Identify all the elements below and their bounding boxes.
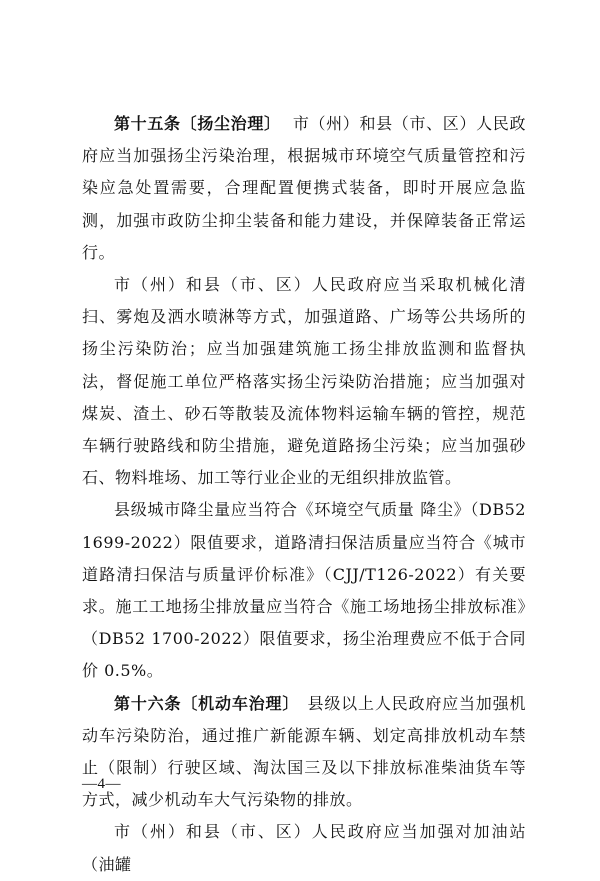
paragraph-text: 县级城市降尘量应当符合《环境空气质量 降尘》（DB52 1699-2022）限值要求，道路清扫保洁质量应当符合《城市道路清扫保洁与质量评价标准》（CJJ/T126-2022）有关要求。施工工地扬尘排放量应当符合《施工场地扬尘排放标准》（DB52 1700-2022）限值要求，扬尘治理费应不低于合同价 0.5%。: [82, 500, 526, 681]
paragraph-text: 市（州）和县（市、区）人民政府应当加强扬尘污染治理，根据城市环境空气质量管控和污染应急处置需要，合理配置便携式装备，即时开展应急监测，加强市政防尘抑尘装备和能力建设，并保障装备正常运行。: [82, 114, 526, 262]
paragraph: [82, 494, 526, 687]
title-close-bracket: 〕: [282, 693, 300, 713]
title-open-bracket: 〔: [180, 114, 198, 133]
page-number: —4—: [82, 776, 121, 792]
article-title: 机动车治理: [198, 693, 283, 713]
article-number: 第十五条: [114, 114, 181, 133]
article-title: 扬尘治理: [197, 114, 264, 133]
paragraph-text: 县级以上人民政府应当加强机动车污染防治，通过推广新能源车辆、划定高排放机动车禁止（限制）行驶区域、淘汰国三及以下排放标准柴油货车等方式，减少机动车大气污染物的排放。: [82, 693, 526, 810]
paragraph: [82, 816, 526, 880]
paragraph-article-15: [82, 108, 526, 269]
title-open-bracket: 〔: [181, 693, 199, 713]
body-text: [82, 108, 526, 881]
paragraph-text: 市（州）和县（市、区）人民政府应当加强对加油站（油罐: [82, 822, 526, 874]
paragraph-article-16: [82, 688, 526, 817]
article-number: 第十六条: [114, 693, 182, 713]
paragraph: [82, 269, 526, 494]
title-close-bracket: 〕: [263, 114, 281, 133]
paragraph-text: 市（州）和县（市、区）人民政府应当采取机械化清扫、雾炮及洒水喷淋等方式，加强道路、广场等公共场所的扬尘污染防治；应当加强建筑施工扬尘排放监测和监督执法，督促施工单位严格落实扬尘污染防治措施；应当加强对煤炭、渣土、砂石等散装及流体物料运输车辆的管控，规范车辆行驶路线和防尘措施，避免道路扬尘污染；应当加强砂石、物料堆场、加工等行业企业的无组织排放监管。: [82, 275, 526, 488]
